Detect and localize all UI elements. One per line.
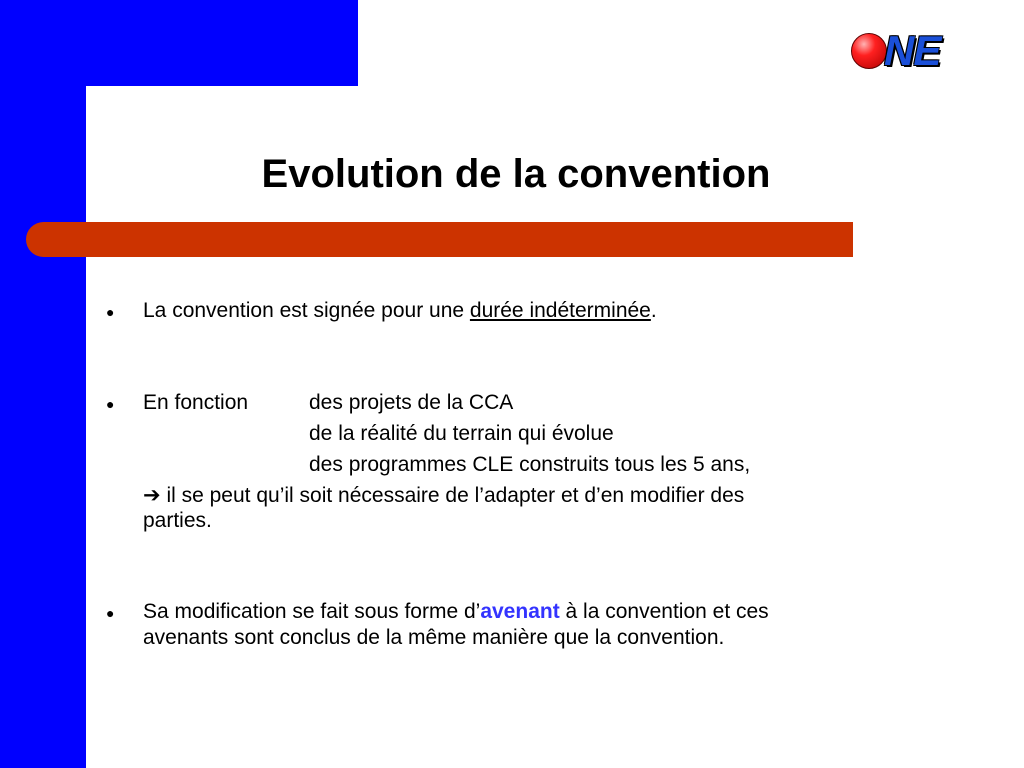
bullet-marker: ● <box>106 304 115 320</box>
underlined-duration: durée indéterminée <box>469 299 651 322</box>
bullet-marker: ● <box>106 396 115 412</box>
list-item: des projets de la CCA <box>309 391 514 414</box>
arrow-right-icon: ➔ <box>143 483 161 507</box>
bullet-marker: ● <box>106 605 115 621</box>
list-item: de la réalité du terrain qui évolue <box>309 422 614 445</box>
list-item: des programmes CLE construits tous les 5 ans, <box>309 453 751 476</box>
consequence-line-continued: parties. <box>143 509 212 532</box>
highlighted-avenant: avenant <box>480 600 560 623</box>
slide-title: Evolution de la convention <box>261 152 771 196</box>
consequence-line: ➔ il se peut qu’il soit nécessaire de l’adapter et d’en modifier des <box>143 483 745 507</box>
bullet-modification-continued: avenants sont conclus de la même manière que la convention. <box>143 626 725 649</box>
bullet-duration: La convention est signée pour une durée indéterminée. <box>143 299 657 322</box>
logo-letters: NE <box>884 27 941 74</box>
frame-left-band <box>0 0 86 768</box>
bullet-lead-en-fonction: En fonction <box>143 391 249 414</box>
logo-ball-icon <box>851 33 887 69</box>
frame-top-band <box>0 0 358 86</box>
bullet-modification: Sa modification se fait sous forme d’avenant à la convention et ces <box>143 600 769 623</box>
title-underline-bar <box>26 222 853 257</box>
one-logo <box>848 26 978 76</box>
